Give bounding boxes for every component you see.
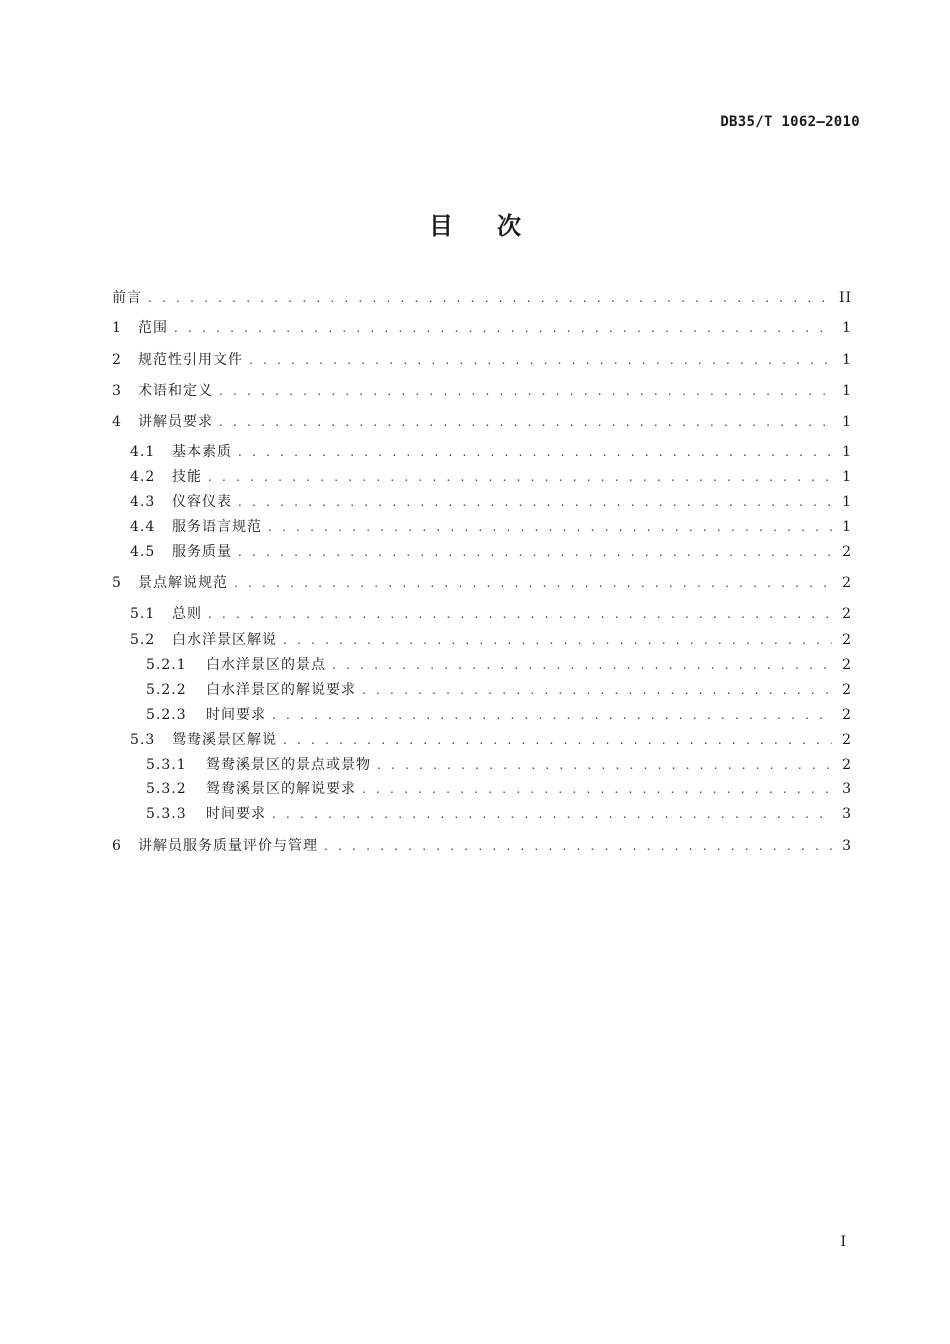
toc-entry-page: 2: [842, 575, 852, 591]
toc-leader-dots: [272, 803, 832, 825]
toc-entry-number: 1: [112, 320, 122, 336]
toc-entry-label: 讲解员要求: [138, 414, 213, 430]
toc-entry-number: 6: [112, 838, 122, 854]
toc-entry-4[interactable]: [112, 411, 852, 433]
toc-entry-label: 总则: [172, 606, 202, 622]
toc-entry-page: II: [838, 290, 852, 306]
toc-entry-label: 鸳鸯溪景区解说: [172, 732, 277, 748]
toc-leader-dots: [238, 541, 832, 563]
toc-entry-page: 2: [842, 632, 852, 648]
toc-entry-page: 3: [842, 838, 852, 854]
toc-entry-page: 1: [842, 494, 852, 510]
page-title: 目次: [429, 212, 565, 240]
toc-entry-number: 5.2.3: [146, 707, 187, 723]
toc-entry-number: 4.1: [130, 444, 156, 460]
toc-leader-dots: [362, 778, 832, 800]
standard-code: DB35/T 1062—2010: [720, 114, 860, 130]
toc-entry-label: 白水洋景区的景点: [206, 657, 326, 673]
toc-entry-label: 白水洋景区的解说要求: [206, 682, 356, 698]
toc-entry-page: 1: [842, 444, 852, 460]
toc-entry-5-2-1[interactable]: [112, 654, 852, 676]
toc-leader-dots: [283, 729, 832, 751]
toc-entry-page: 2: [842, 732, 852, 748]
toc-entry-5-3[interactable]: [112, 729, 852, 751]
toc-entry-label: 规范性引用文件: [138, 352, 243, 368]
toc-entry-label: 基本素质: [172, 444, 232, 460]
toc-entry-label: 讲解员服务质量评价与管理: [138, 838, 318, 854]
toc-leader-dots: [234, 572, 832, 594]
toc-entry-foreword[interactable]: [112, 287, 852, 309]
toc-entry-5-3-3[interactable]: [112, 803, 852, 825]
toc-leader-dots: [238, 441, 832, 463]
toc-leader-dots: [238, 491, 832, 513]
toc-entry-number: 5: [112, 575, 122, 591]
toc-leader-dots: [148, 287, 832, 309]
toc-entry-number: 3: [112, 383, 122, 399]
toc-entry-page: 3: [842, 806, 852, 822]
toc-entry-page: 1: [842, 414, 852, 430]
toc-entry-number: 5.3: [130, 732, 156, 748]
toc-entry-number: 5.3.2: [146, 781, 187, 797]
toc-leader-dots: [362, 679, 832, 701]
toc-leader-dots: [208, 466, 832, 488]
toc-entry-label: 技能: [172, 469, 202, 485]
toc-entry-label: 白水洋景区解说: [172, 632, 277, 648]
toc-leader-dots: [324, 835, 832, 857]
toc-entry-label: 时间要求: [206, 806, 266, 822]
toc-entry-page: 1: [842, 383, 852, 399]
toc-entry-number: 2: [112, 352, 122, 368]
toc-entry-number: 5.2.1: [146, 657, 187, 673]
toc-entry-5-3-2[interactable]: [112, 778, 852, 800]
toc-entry-label: 鸳鸯溪景区的解说要求: [206, 781, 356, 797]
toc-entry-page: 2: [842, 707, 852, 723]
toc-entry-number: 5.2: [130, 632, 156, 648]
toc-entry-number: 4.5: [130, 544, 156, 560]
toc-entry-number: 5.3.1: [146, 757, 187, 773]
toc-entry-page: 2: [842, 606, 852, 622]
toc-entry-number: 4: [112, 414, 122, 430]
toc-entry-label: 鸳鸯溪景区的景点或景物: [206, 757, 371, 773]
toc-entry-4-2[interactable]: [112, 466, 852, 488]
toc-entry-label: 服务语言规范: [172, 519, 262, 535]
toc-entry-label: 仪容仪表: [172, 494, 232, 510]
toc-entry-4-4[interactable]: [112, 516, 852, 538]
toc-entry-label: 术语和定义: [138, 383, 213, 399]
toc-leader-dots: [268, 516, 832, 538]
toc-leader-dots: [174, 317, 832, 339]
toc-entry-1[interactable]: [112, 317, 852, 339]
toc-entry-page: 2: [842, 757, 852, 773]
toc-leader-dots: [377, 754, 832, 776]
toc-entry-number: 4.3: [130, 494, 156, 510]
toc-leader-dots: [219, 380, 832, 402]
toc-entry-5-1[interactable]: [112, 603, 852, 625]
toc-entry-number: 5.1: [130, 606, 156, 622]
toc-entry-label: 景点解说规范: [138, 575, 228, 591]
toc-entry-page: 2: [842, 682, 852, 698]
toc-leader-dots: [283, 629, 832, 651]
toc-leader-dots: [332, 654, 832, 676]
toc-entry-5[interactable]: [112, 572, 852, 594]
toc-entry-label: 范围: [138, 320, 168, 336]
toc-leader-dots: [219, 411, 832, 433]
toc-entry-number: 4.2: [130, 469, 156, 485]
toc-entry-number: 4.4: [130, 519, 156, 535]
toc-entry-page: 1: [842, 469, 852, 485]
toc-leader-dots: [249, 349, 832, 371]
toc-entry-label: 前言: [112, 290, 142, 306]
toc-entry-6[interactable]: [112, 835, 852, 857]
toc-entry-2[interactable]: [112, 349, 852, 371]
toc-entry-4-5[interactable]: [112, 541, 852, 563]
toc-entry-5-2-2[interactable]: [112, 679, 852, 701]
toc-entry-page: 2: [842, 544, 852, 560]
page-number: I: [840, 1234, 846, 1250]
toc-entry-label: 服务质量: [172, 544, 232, 560]
toc-entry-4-1[interactable]: [112, 441, 852, 463]
toc-entry-number: 5.2.2: [146, 682, 187, 698]
toc-entry-page: 1: [842, 320, 852, 336]
toc-leader-dots: [272, 704, 832, 726]
toc-entry-page: 3: [842, 781, 852, 797]
toc-entry-5-2[interactable]: [112, 629, 852, 651]
toc-entry-4-3[interactable]: [112, 491, 852, 513]
toc-entry-page: 1: [842, 352, 852, 368]
toc-entry-3[interactable]: [112, 380, 852, 402]
toc-entry-number: 5.3.3: [146, 806, 187, 822]
toc-entry-5-2-3[interactable]: [112, 704, 852, 726]
toc-entry-5-3-1[interactable]: [112, 754, 852, 776]
toc-leader-dots: [208, 603, 832, 625]
toc-entry-page: 1: [842, 519, 852, 535]
toc-entry-label: 时间要求: [206, 707, 266, 723]
toc-entry-page: 2: [842, 657, 852, 673]
